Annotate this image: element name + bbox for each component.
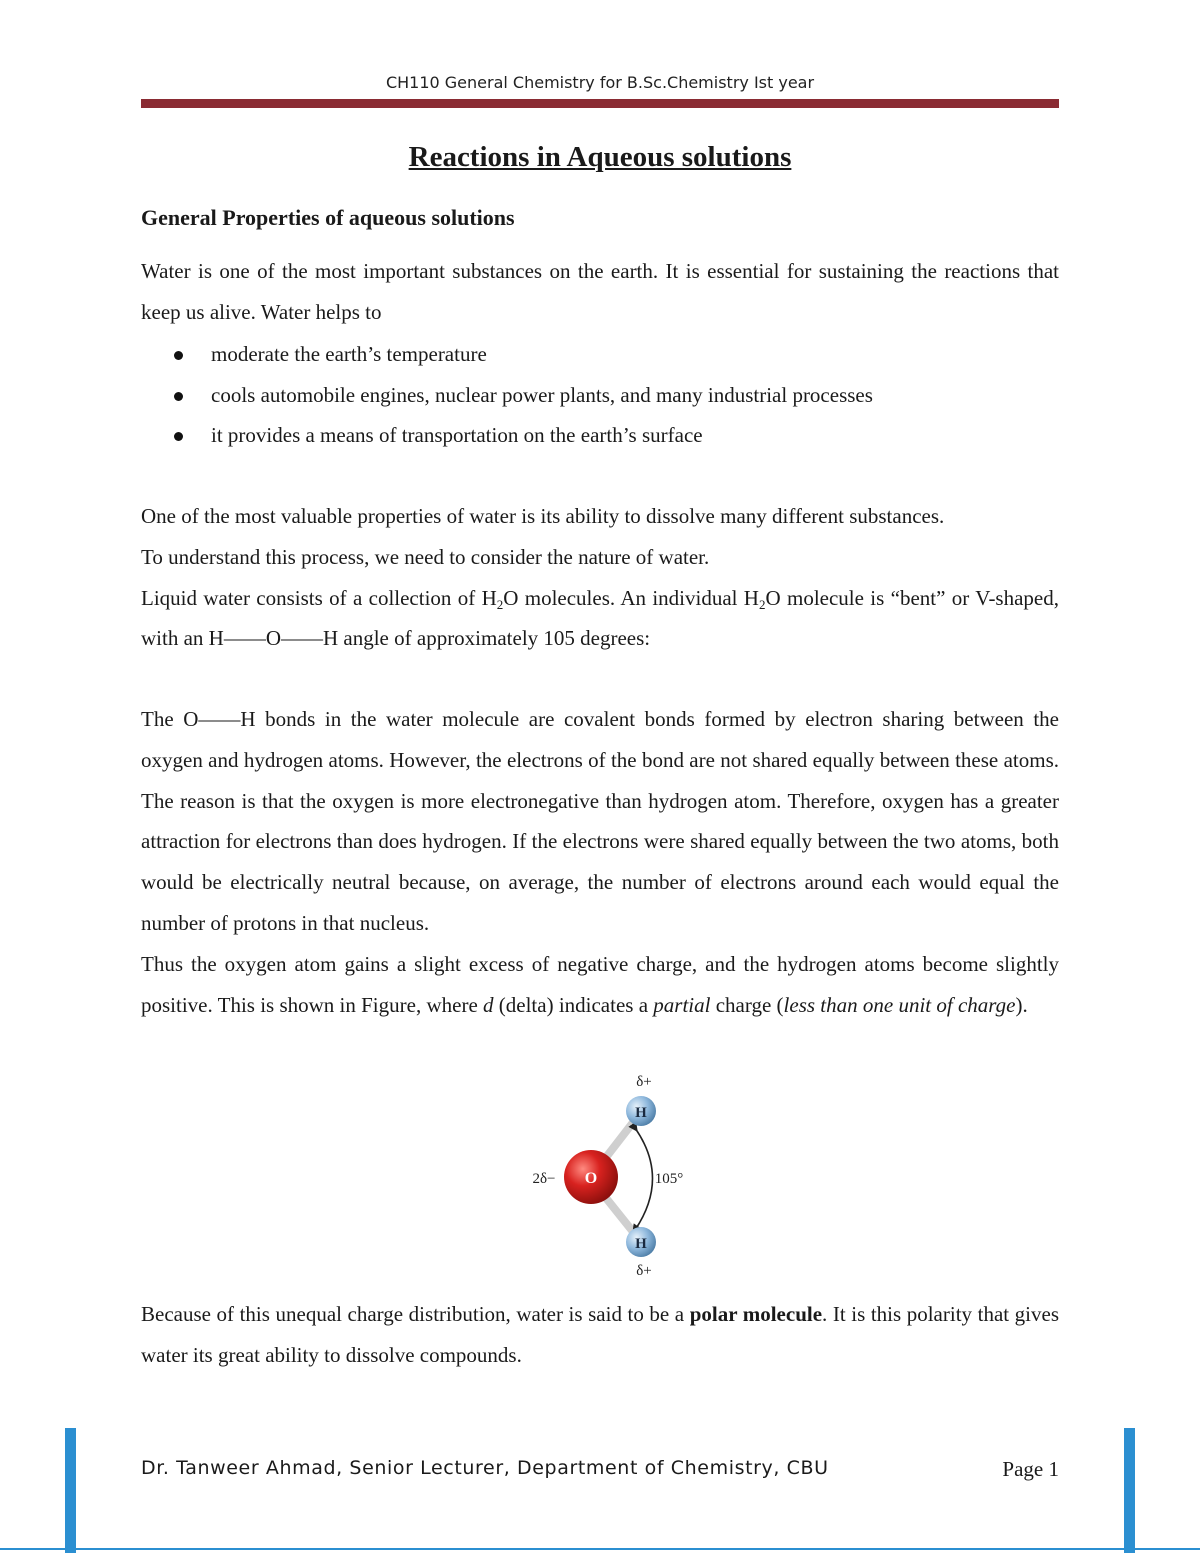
angle-arc	[635, 1128, 653, 1230]
list-item: it provides a means of transportation on the earth’s surface	[141, 415, 1059, 456]
paragraph-line: One of the most valuable properties of water is its ability to dissolve many different substances.	[141, 504, 945, 528]
polarity-paragraph	[141, 1294, 1059, 1376]
footer-right-bar	[1124, 1428, 1135, 1553]
section-heading: General Properties of aqueous solutions	[141, 205, 515, 230]
list-item: moderate the earth’s temperature	[141, 334, 1059, 375]
text-run: charge (	[710, 992, 784, 1017]
text-run: Thus the oxygen atom gains a slight excess of negative charge, and the hydrogen atoms become slightly positive. This is shown in Figure, where	[141, 951, 1059, 1017]
text-run: Liquid water consists of a collection of H	[141, 585, 497, 610]
partial-charge-top: δ+	[636, 1074, 652, 1090]
paragraph-line: To understand this process, we need to consider the nature of water.	[141, 544, 710, 569]
running-header: CH110 General Chemistry for B.Sc.Chemistry Ist year	[385, 73, 815, 92]
text-run: Because of this unequal charge distribution, water is said to be a	[141, 1302, 690, 1326]
charge-text	[141, 944, 1059, 1026]
oxygen-label: O	[584, 1170, 598, 1187]
header-rule	[141, 99, 1059, 108]
italic-text: less than one unit of charge	[783, 992, 1016, 1017]
water-molecule-figure	[520, 1070, 700, 1280]
water-structure-text	[141, 578, 1059, 660]
text-run: (delta) indicates a	[493, 992, 654, 1017]
text-run: O molecule is “bent” or V-shaped, with an H——O——H angle of approximately 105 degrees:	[141, 585, 1059, 651]
page-number: Page 1	[1002, 1457, 1059, 1481]
subscript: 2	[758, 596, 766, 612]
text-run: O molecules. An individual H	[503, 585, 759, 610]
text-run: . It is this polarity that gives water its great ability to dissolve compounds.	[141, 1302, 1059, 1367]
italic-text: partial	[653, 992, 711, 1017]
list-item: cools automobile engines, nuclear power plants, and many industrial processes	[141, 375, 1059, 416]
hydrogen-label-top: H	[635, 1105, 647, 1121]
text-run: ).	[1015, 992, 1028, 1017]
partial-charge-oxygen: 2δ−	[532, 1171, 556, 1187]
subscript: 2	[496, 596, 504, 612]
bond-angle-label: 105°	[654, 1171, 684, 1187]
bullet-list	[141, 334, 1059, 456]
hydrogen-label-bottom: H	[635, 1236, 647, 1252]
bond-text: The O——H bonds in the water molecule are covalent bonds formed by electron sharing between the oxygen and hydrogen atoms. However, the electrons of the bond are not shared equally between these atoms. The reason is that the oxygen is more electronegative than hydrogen atom. Therefore, oxygen has a greater attraction for electrons than does hydrogen. If the electrons were shared equally between the two atoms, both would be electrically neutral because, on average, the number of electrons around each would equal the number of protons in that nucleus.	[141, 707, 1059, 935]
partial-charge-bottom: δ+	[636, 1263, 652, 1279]
delta-symbol: d	[483, 992, 494, 1017]
footer-author: Dr. Tanweer Ahmad, Senior Lecturer, Department of Chemistry, CBU	[141, 1457, 829, 1479]
water-dissolve-paragraph	[141, 496, 1059, 659]
bond-paragraph	[141, 699, 1059, 1025]
document-title: Reactions in Aqueous solutions	[408, 141, 792, 173]
footer-left-bar	[65, 1428, 76, 1553]
intro-paragraph: Water is one of the most important substances on the earth. It is essential for sustaining the reactions that keep us alive. Water helps to	[141, 259, 1059, 324]
footer-bottom-line	[0, 1548, 1200, 1550]
bold-term: polar molecule	[689, 1302, 823, 1326]
